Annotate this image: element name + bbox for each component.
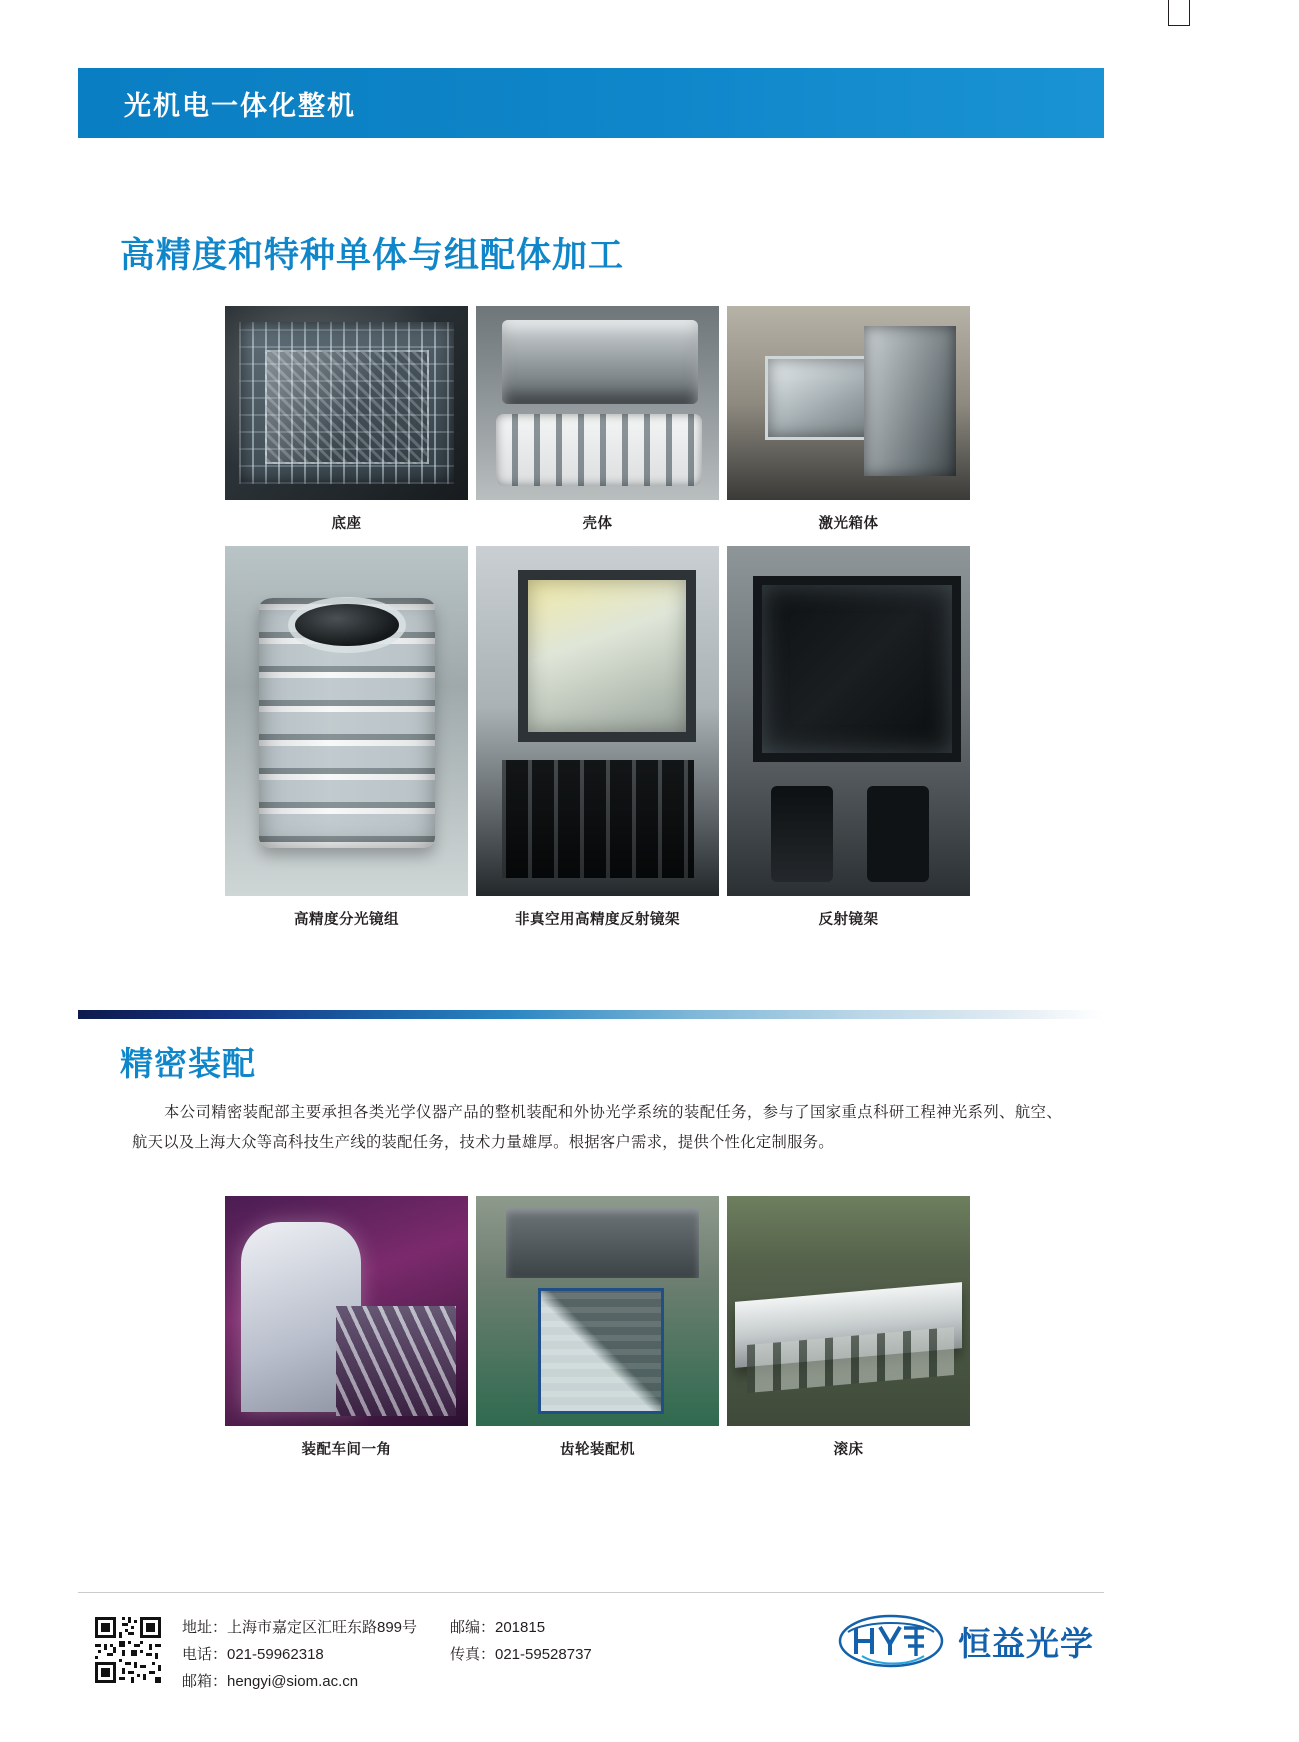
section-divider bbox=[78, 1010, 1104, 1019]
footer-contact-right bbox=[450, 1614, 592, 1668]
page-header-bar bbox=[78, 68, 1104, 138]
gallery-row bbox=[225, 306, 970, 532]
gallery-item bbox=[727, 306, 970, 532]
photo-caption: 底座 bbox=[331, 516, 362, 532]
gallery-row bbox=[225, 1196, 970, 1458]
photo-nonvacuum-mirror-mount bbox=[476, 546, 719, 896]
company-logo bbox=[838, 1610, 1094, 1672]
qr-code-icon bbox=[92, 1614, 164, 1686]
hym-logo-icon bbox=[838, 1610, 944, 1672]
gallery-item bbox=[476, 1196, 719, 1458]
section-2-paragraph: 本公司精密装配部主要承担各类光学仪器产品的整机装配和外协光学系统的装配任务，参与了国家重点科研工程神光系列、航空、航天以及上海大众等高科技生产线的装配任务，技术力量雄厚。根据客户需求，提供个性化定制服务。 bbox=[132, 1104, 1062, 1151]
footer-postcode: 邮编：201815 bbox=[450, 1619, 546, 1636]
photo-caption: 激光箱体 bbox=[818, 516, 879, 532]
photo-caption: 反射镜架 bbox=[818, 912, 879, 928]
section-1-heading: 高精度和特种单体与组配体加工 bbox=[120, 236, 625, 275]
page-footer bbox=[78, 1592, 1104, 1742]
photo-caption: 滚床 bbox=[833, 1442, 864, 1458]
crop-mark-vertical-right bbox=[1189, 0, 1190, 26]
footer-fax: 传真：021-59528737 bbox=[450, 1646, 592, 1663]
gallery-item bbox=[476, 546, 719, 928]
gallery-item bbox=[727, 546, 970, 928]
photo-housing-shell bbox=[476, 306, 719, 500]
photo-laser-enclosure bbox=[727, 306, 970, 500]
footer-phone: 电话：021-59962318 bbox=[182, 1646, 324, 1663]
crop-mark-vertical-left bbox=[1168, 0, 1169, 26]
gallery-item bbox=[225, 306, 468, 532]
section-2-gallery bbox=[225, 1196, 970, 1458]
footer-contact-left bbox=[182, 1614, 417, 1695]
photo-machined-base bbox=[225, 306, 468, 500]
gallery-item bbox=[727, 1196, 970, 1458]
crop-mark-horizontal bbox=[1168, 25, 1190, 26]
photo-gear-assembly-machine bbox=[476, 1196, 719, 1426]
photo-caption: 齿轮装配机 bbox=[560, 1442, 635, 1458]
row-spacer bbox=[225, 532, 970, 546]
photo-caption: 装配车间一角 bbox=[301, 1442, 392, 1458]
company-name: 恒益光学 bbox=[958, 1624, 1094, 1662]
section-2-heading: 精密装配 bbox=[120, 1045, 256, 1082]
photo-caption: 非真空用高精度反射镜架 bbox=[515, 912, 680, 928]
gallery-item bbox=[225, 546, 468, 928]
photo-caption: 壳体 bbox=[582, 516, 613, 532]
gallery-item bbox=[476, 306, 719, 532]
section-1-gallery bbox=[225, 306, 970, 928]
photo-assembly-workshop bbox=[225, 1196, 468, 1426]
photo-roller-bed bbox=[727, 1196, 970, 1426]
photo-caption: 高精度分光镜组 bbox=[294, 912, 399, 928]
gallery-row bbox=[225, 546, 970, 928]
photo-beam-splitter-assembly bbox=[225, 546, 468, 896]
footer-email: 邮箱：hengyi@siom.ac.cn bbox=[182, 1673, 359, 1690]
footer-address: 地址：上海市嘉定区汇旺东路899号 bbox=[182, 1619, 418, 1636]
photo-mirror-mount bbox=[727, 546, 970, 896]
page-title: 光机电一体化整机 bbox=[124, 90, 356, 121]
gallery-item bbox=[225, 1196, 468, 1458]
brochure-page bbox=[78, 0, 1104, 1742]
